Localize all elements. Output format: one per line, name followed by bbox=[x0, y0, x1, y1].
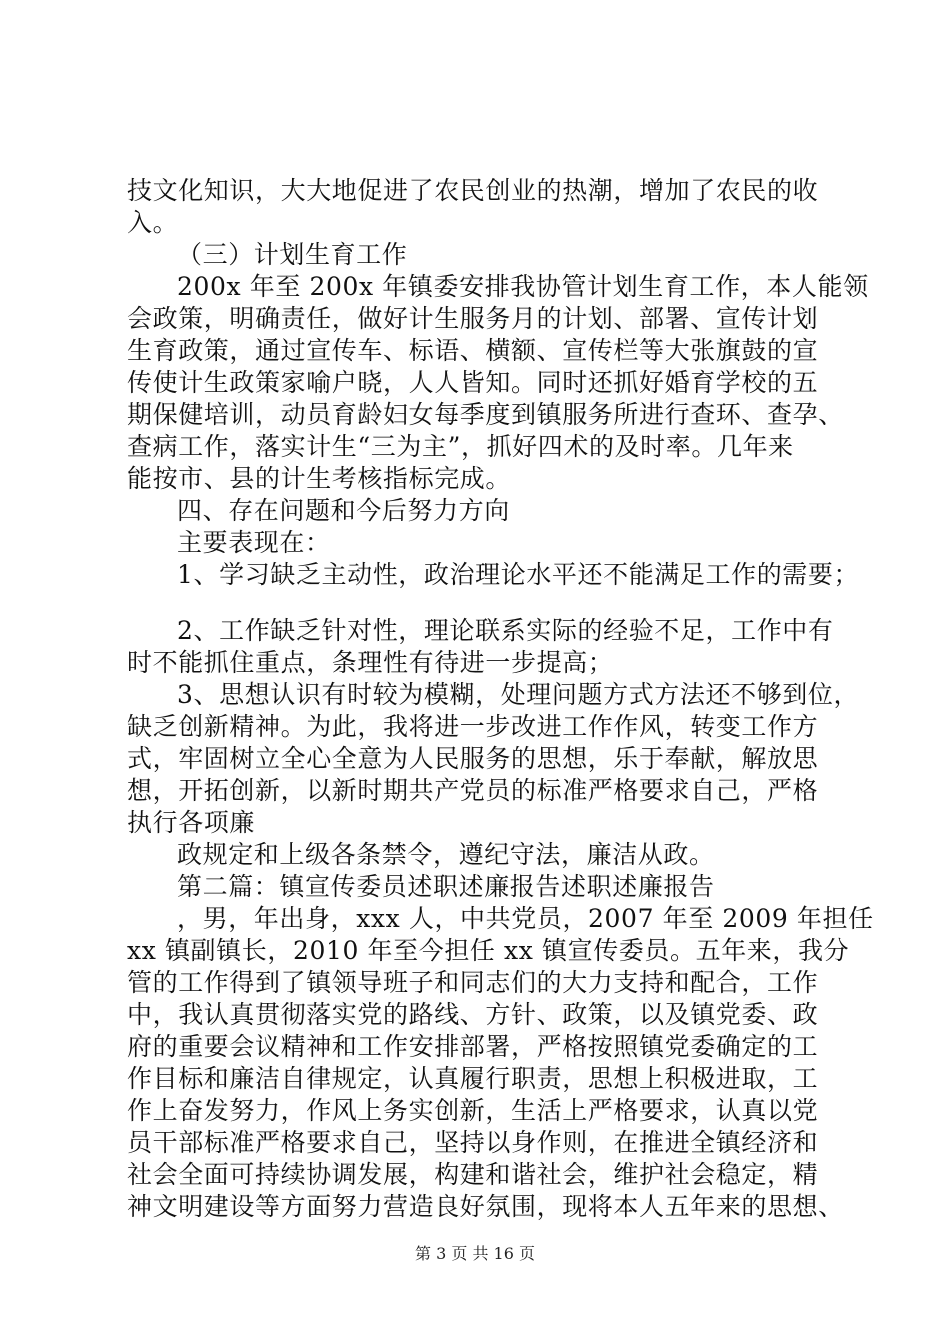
text-line: 执行各项廉 bbox=[127, 808, 256, 837]
text-line: 期保健培训，动员育龄妇女每季度到镇服务所进行查环、查孕、 bbox=[127, 400, 844, 429]
text-line: 府的重要会议精神和工作安排部署，严格按照镇党委确定的工 bbox=[127, 1032, 819, 1061]
list-item: 3、思想认识有时较为模糊，处理问题方式方法还不够到位， bbox=[177, 680, 860, 709]
text-line: xx 镇副镇长，2010 年至今担任 xx 镇宣传委员。五年来，我分 bbox=[127, 936, 850, 965]
text-line: 缺乏创新精神。为此，我将进一步改进工作作风，转变工作方 bbox=[127, 712, 819, 741]
text-line: 入。 bbox=[127, 208, 179, 237]
text-line: 中，我认真贯彻落实党的路线、方针、政策，以及镇党委、政 bbox=[127, 1000, 819, 1029]
text-line: 技文化知识，大大地促进了农民创业的热潮，增加了农民的收 bbox=[127, 176, 819, 205]
section-heading: 第二篇：镇宣传委员述职述廉报告述职述廉报告 bbox=[177, 872, 715, 901]
list-item: 1、学习缺乏主动性，政治理论水平还不能满足工作的需要； bbox=[177, 560, 860, 589]
section-heading: 四、存在问题和今后努力方向 bbox=[177, 496, 510, 525]
text-line: 式，牢固树立全心全意为人民服务的思想，乐于奉献，解放思 bbox=[127, 744, 819, 773]
page-number-footer: 第 3 页 共 16 页 bbox=[415, 1244, 535, 1263]
text-line: 想，开拓创新，以新时期共产党员的标准严格要求自己，严格 bbox=[127, 776, 819, 805]
text-line: 管的工作得到了镇领导班子和同志们的大力支持和配合，工作 bbox=[127, 968, 819, 997]
text-line: 作上奋发努力，作风上务实创新，生活上严格要求，认真以党 bbox=[127, 1096, 819, 1125]
text-line: 200x 年至 200x 年镇委安排我协管计划生育工作，本人能领 bbox=[177, 272, 869, 301]
text-line: 查病工作，落实计生“三为主”，抓好四术的及时率。几年来 bbox=[127, 432, 794, 461]
text-line: 传使计生政策家喻户晓，人人皆知。同时还抓好婚育学校的五 bbox=[127, 368, 819, 397]
text-line: 时不能抓住重点，条理性有待进一步提高； bbox=[127, 648, 614, 677]
text-line: 神文明建设等方面努力营造良好氛围，现将本人五年来的思想、 bbox=[127, 1192, 844, 1221]
section-heading: （三）计划生育工作 bbox=[177, 240, 408, 269]
text-line: 会政策，明确责任，做好计生服务月的计划、部署、宣传计划 bbox=[127, 304, 819, 333]
text-line: 员干部标准严格要求自己，坚持以身作则，在推进全镇经济和 bbox=[127, 1128, 819, 1157]
text-line: ，男，年出身，xxx 人，中共党员，2007 年至 2009 年担任 bbox=[177, 904, 874, 933]
list-item: 2、工作缺乏针对性，理论联系实际的经验不足，工作中有 bbox=[177, 616, 834, 645]
text-line: 政规定和上级各条禁令，遵纪守法，廉洁从政。 bbox=[177, 840, 715, 869]
text-line: 主要表现在： bbox=[177, 528, 331, 557]
text-line: 社会全面可持续协调发展，构建和谐社会，维护社会稳定，精 bbox=[127, 1160, 819, 1189]
text-line: 生育政策，通过宣传车、标语、横额、宣传栏等大张旗鼓的宣 bbox=[127, 336, 819, 365]
text-line: 能按市、县的计生考核指标完成。 bbox=[127, 464, 512, 493]
text-line: 作目标和廉洁自律规定，认真履行职责，思想上积极进取，工 bbox=[127, 1064, 819, 1093]
